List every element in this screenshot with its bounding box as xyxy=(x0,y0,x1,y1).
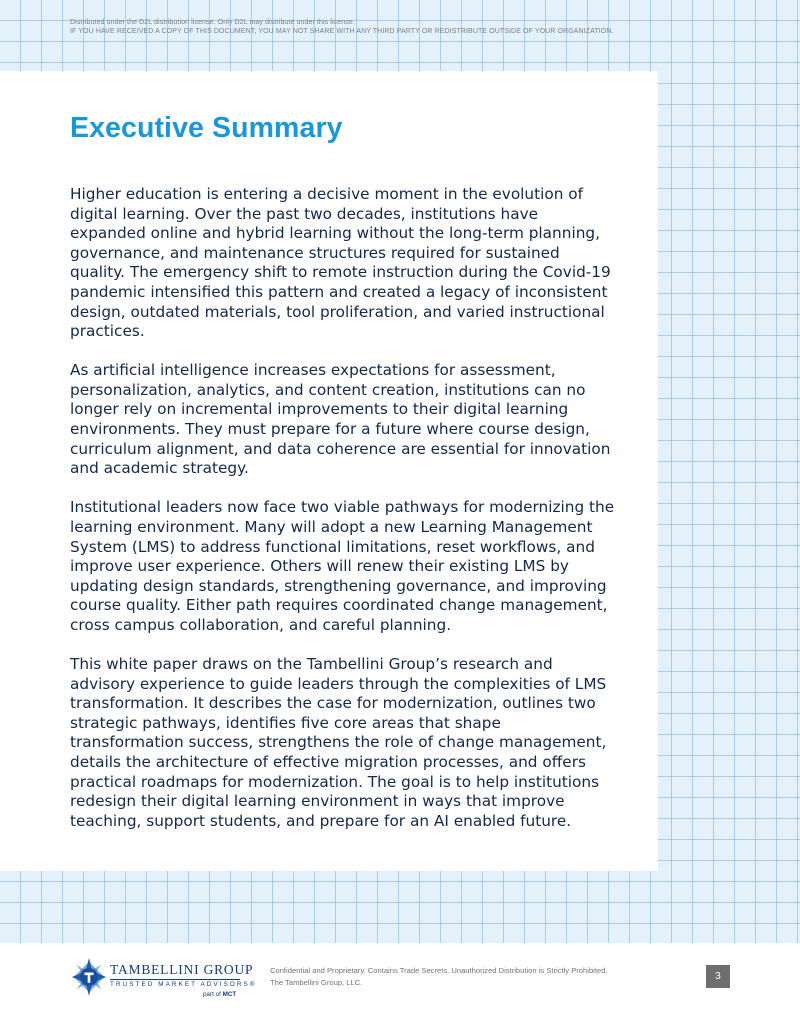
logo-divider xyxy=(110,979,240,980)
page-number-badge: 3 xyxy=(706,965,730,988)
part-of-brand: MCT xyxy=(222,991,237,998)
compass-star-icon xyxy=(70,957,108,997)
logo-tagline: TRUSTED MARKET ADVISORS® xyxy=(110,981,257,988)
paragraph-2: As artificial intelligence increases expectations for assessment, personalization, analytics, and content creation, institutions can no longer rely on incremental improvements to their digital learning environments. They must prepare for a future where course design, curriculum alignment, and data coherence are essential for innovation and academic strategy. xyxy=(70,361,611,478)
license-notice xyxy=(70,18,614,36)
company-name: The Tambellini Group, LLC. xyxy=(270,978,363,987)
part-of-prefix: part of xyxy=(203,991,221,998)
logo-wordmark: TAMBELLINI GROUP xyxy=(110,962,254,977)
confidential-notice: Confidential and Proprietary. Contains Trade Secrets. Unauthorized Distribution is Strictly Prohibited. xyxy=(270,966,608,975)
footer-legal xyxy=(270,965,608,989)
paragraph-4: This white paper draws on the Tambellini Group’s research and advisory experience to guide leaders through the complexities of LMS transformation. It describes the case for modernization, outlines two strategic pathways, identifies five core areas that shape transformation success, strengthens the role of change management, details the architecture of effective migration processes, and offers practical roadmaps for modernization. The goal is to help institutions redesign their digital learning environment in ways that improve teaching, support students, and prepare for an AI enabled future. xyxy=(70,654,607,830)
paragraph-3: Institutional leaders now face two viable pathways for modernizing the learning environment. Many will adopt a new Learning Management System (LMS) to address functional limitations, reset workflows, and improve user experience. Others will renew their existing LMS by updating design standards, strengthening governance, and improving course quality. Either path requires coordinated change management, cross campus collaboration, and careful planning. xyxy=(70,498,615,634)
paragraph-1: Higher education is entering a decisive moment in the evolution of digital learning. Over the past two decades, institutions have expanded online and hybrid learning without the long-term planning, governance, and maintenance structures required for sustained quality. The emergency shift to remote instruction during the Covid-19 pandemic intensified this pattern and created a legacy of inconsistent design, outdated materials, tool proliferation, and varied instructional practices. xyxy=(70,185,611,341)
tambellini-logo xyxy=(70,957,257,1001)
body-text xyxy=(70,185,615,851)
footer xyxy=(0,943,800,1035)
logo-part-of xyxy=(203,991,236,998)
page-title: Executive Summary xyxy=(70,112,343,144)
license-line-2: IF YOU HAVE RECEIVED A COPY OF THIS DOCUMENT, YOU MAY NOT SHARE WITH ANY THIRD PARTY OR REDISTRIBUTE OUTSIDE OF YOUR ORGANIZATION. xyxy=(70,28,614,35)
license-line-1: Distributed under the D2L distribution license. Only D2L may distribute under this license. xyxy=(70,19,355,26)
